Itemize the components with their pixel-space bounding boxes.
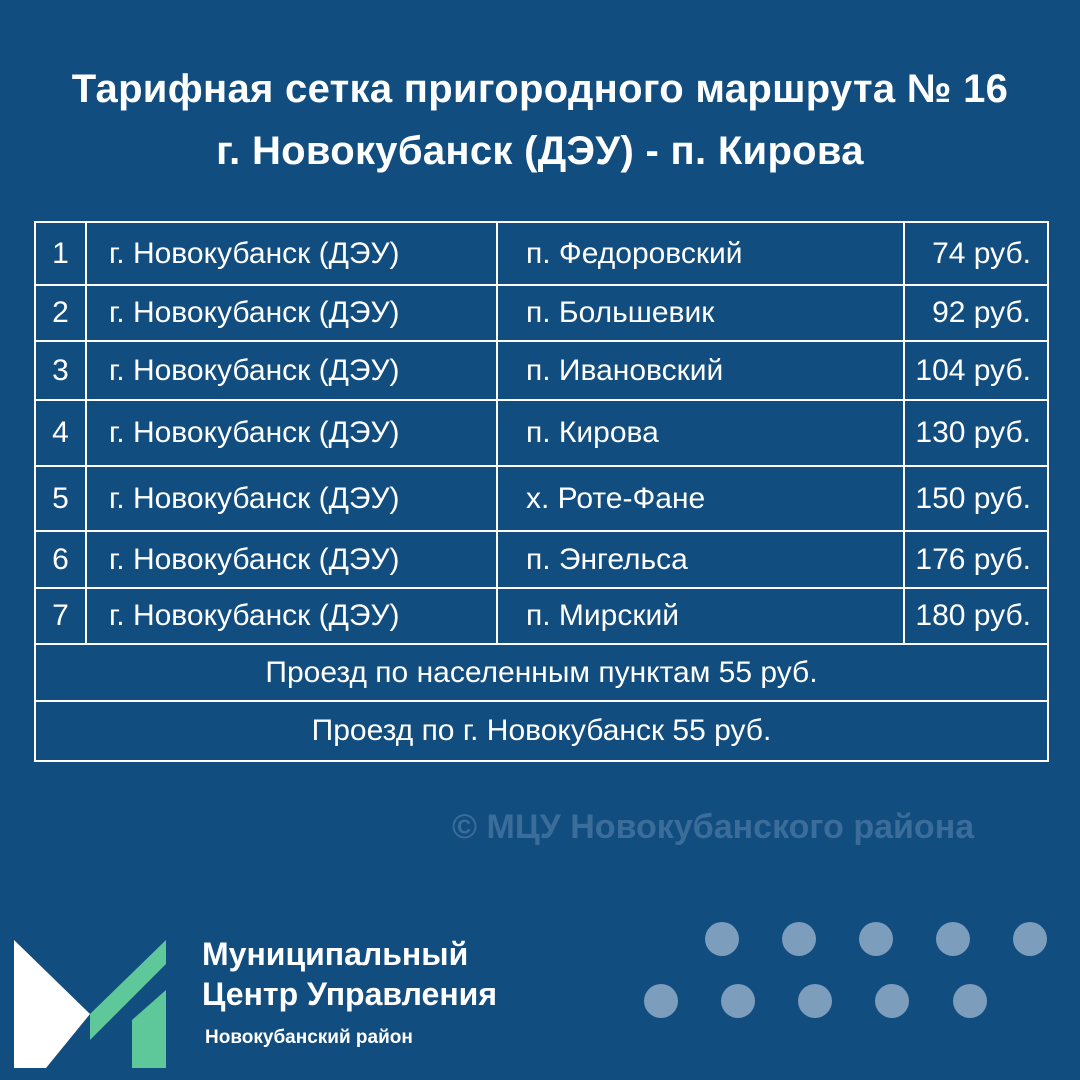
decorative-dot xyxy=(1013,922,1047,956)
row-number: 6 xyxy=(35,531,86,588)
logo-green-base xyxy=(132,990,166,1068)
decorative-dot xyxy=(875,984,909,1018)
table-row xyxy=(35,588,1048,644)
brand-name-line-2: Центр Управления xyxy=(202,976,497,1012)
decorative-dot xyxy=(705,922,739,956)
route-from: г. Новокубанск (ДЭУ) xyxy=(86,588,497,644)
route-to: п. Большевик xyxy=(497,285,904,341)
mcu-logo-icon xyxy=(14,940,166,1068)
brand-name-line-1: Муниципальный xyxy=(202,936,469,972)
route-from: г. Новокубанск (ДЭУ) xyxy=(86,466,497,531)
table-row xyxy=(35,531,1048,588)
route-from: г. Новокубанск (ДЭУ) xyxy=(86,341,497,400)
brand-name xyxy=(202,934,497,1014)
table-row xyxy=(35,341,1048,400)
route-from: г. Новокубанск (ДЭУ) xyxy=(86,531,497,588)
title-line-2: г. Новокубанск (ДЭУ) - п. Кирова xyxy=(216,129,864,173)
note-row xyxy=(35,644,1048,701)
table-row xyxy=(35,466,1048,531)
brand-subtitle: Новокубанский район xyxy=(205,1027,413,1048)
row-number: 1 xyxy=(35,222,86,285)
table-row xyxy=(35,400,1048,466)
route-price: 180 руб. xyxy=(904,588,1048,644)
title-line-1: Тарифная сетка пригородного маршрута № 16 xyxy=(71,67,1009,111)
note-settlements-fare: Проезд по населенным пунктам 55 руб. xyxy=(35,644,1048,701)
route-to: х. Роте-Фане xyxy=(497,466,904,531)
page-title xyxy=(0,58,1080,182)
route-to: п. Мирский xyxy=(497,588,904,644)
route-from: г. Новокубанск (ДЭУ) xyxy=(86,400,497,466)
row-number: 2 xyxy=(35,285,86,341)
route-price: 150 руб. xyxy=(904,466,1048,531)
route-from: г. Новокубанск (ДЭУ) xyxy=(86,222,497,285)
route-to: п. Федоровский xyxy=(497,222,904,285)
route-price: 104 руб. xyxy=(904,341,1048,400)
row-number: 5 xyxy=(35,466,86,531)
note-city-fare: Проезд по г. Новокубанск 55 руб. xyxy=(35,701,1048,761)
tariff-table xyxy=(34,221,1049,762)
table-row xyxy=(35,222,1048,285)
decorative-dot xyxy=(953,984,987,1018)
decorative-dot xyxy=(644,984,678,1018)
decorative-dot xyxy=(859,922,893,956)
decorative-dot xyxy=(721,984,755,1018)
table-row xyxy=(35,285,1048,341)
route-price: 176 руб. xyxy=(904,531,1048,588)
note-row xyxy=(35,701,1048,761)
route-price: 130 руб. xyxy=(904,400,1048,466)
route-from: г. Новокубанск (ДЭУ) xyxy=(86,285,497,341)
row-number: 7 xyxy=(35,588,86,644)
decorative-dot xyxy=(782,922,816,956)
logo-white-shape xyxy=(14,940,90,1068)
route-to: п. Ивановский xyxy=(497,341,904,400)
route-to: п. Энгельса xyxy=(497,531,904,588)
decorative-dot xyxy=(798,984,832,1018)
route-to: п. Кирова xyxy=(497,400,904,466)
route-price: 74 руб. xyxy=(904,222,1048,285)
row-number: 3 xyxy=(35,341,86,400)
route-price: 92 руб. xyxy=(904,285,1048,341)
copyright-watermark: © МЦУ Новокубанского района xyxy=(452,808,975,846)
row-number: 4 xyxy=(35,400,86,466)
decorative-dot xyxy=(936,922,970,956)
